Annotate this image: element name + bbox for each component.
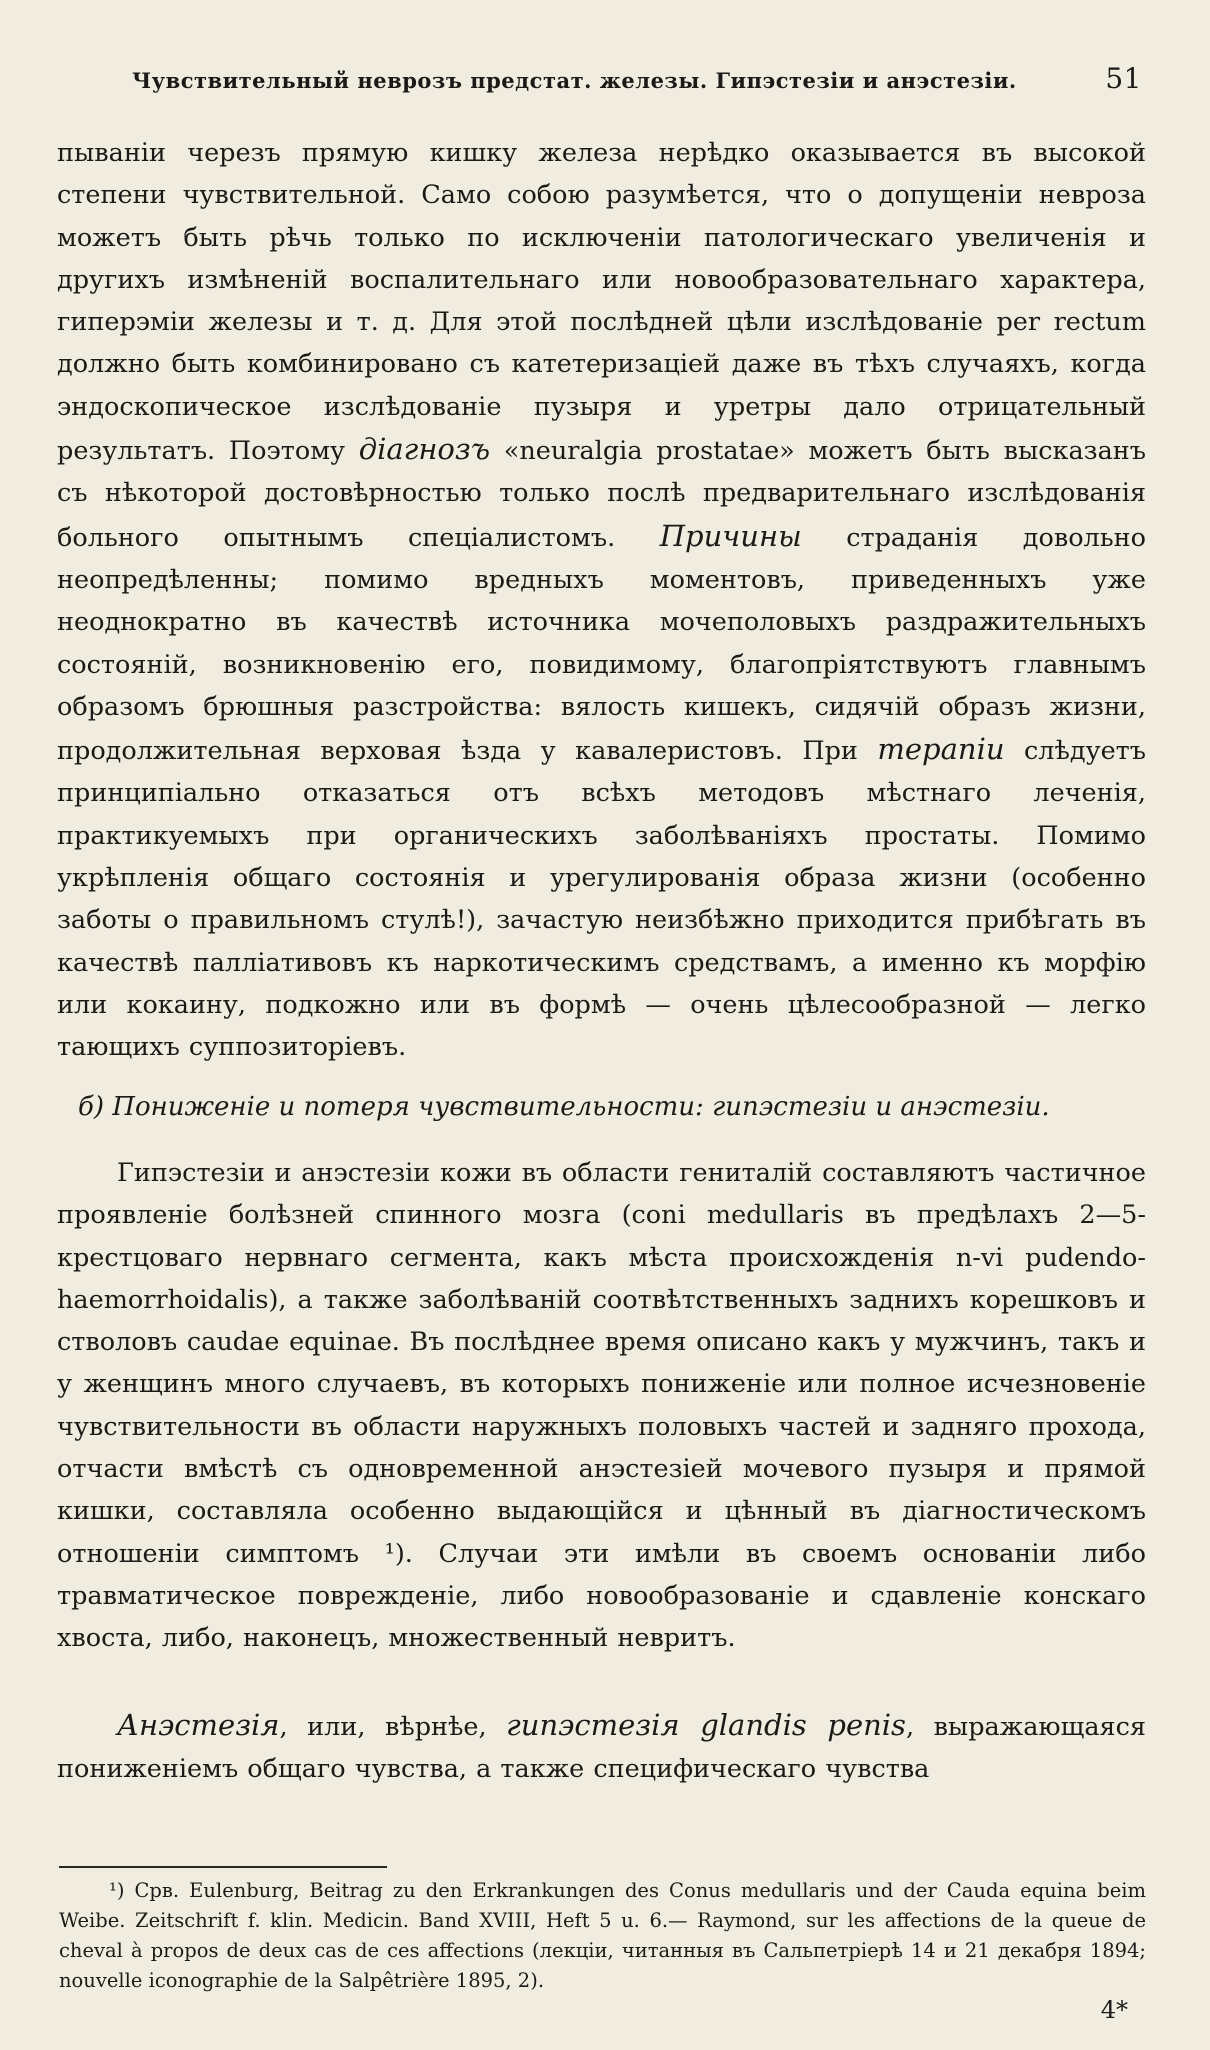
paragraph-text [57,1704,1146,1791]
emphasis-therapy: терапіи [877,732,1005,767]
paragraph-anesthesia-glandis [57,1704,1146,1791]
page-number: 51 [1105,62,1142,95]
emphasis-causes: Причины [659,518,802,553]
text-segment: слѣдуетъ принципіально отказаться отъ всѣхъ методовъ мѣстнаго леченія, практикуемыхъ при органическихъ заболѣваніяхъ простаты. Помимо укрѣпленія общаго состоянія и урегулированія образа жизни (особенно заботы о правильномъ стулѣ!), зачастую неизбѣжно приходится прибѣгать въ качествѣ палліативовъ къ наркотическимъ средствамъ, а именно къ морфію или кокаину, подкожно или въ формѣ — очень цѣлесообразной — легко тающихъ суппозиторіевъ. [57,736,1146,1063]
emphasis-hypesthesia-glandis: гипэстезія glandis penis [506,1708,906,1742]
paragraph-hypesthesia [57,1152,1146,1660]
emphasis-diagnosis: діагнозъ [358,432,491,467]
footnote-rule [59,1866,387,1868]
printer-signature-mark: 4* [1100,1996,1128,2024]
text-segment: страданія довольно неопредѣленны; помимо вредныхъ моментовъ, приведенныхъ уже неоднократно въ качествѣ источника мочеполовыхъ раздражительныхъ состояній, возникновенію его, повидимому, благопріятствуютъ главнымъ образомъ брюшныя разстройства: вялость кишекъ, сидячій образъ жизни, продолжительная верховая ѣзда у кавалеристовъ. При [57,522,1146,767]
footnote-text: ¹) Срв. Eulenburg, Beitrag zu den Erkrankungen des Conus medullaris und der Cauda equina beim Weibe. Zeitschrift f. klin. Medicin. Band XVIII, Heft 5 u. 6.— Raymond, sur les affections de la queue de cheval à propos de deux cas de ces affections (лекціи, читанныя въ Сальпетріерѣ 14 и 21 декабря 1894; nouvelle iconographie de la Salpêtrière 1895, 2). [59,1879,1146,1992]
text-segment: , или, вѣрнѣе, [279,1712,507,1742]
text-segment: , выражающаяся пониженіемъ общаго чувства, а также специфическаго чувства [57,1712,1146,1785]
section-subheading: б) Пониженіе и потеря чувствительности: гипэстезіи и анэстезіи. [78,1092,1050,1122]
text-segment: «neuralgia prostatae» можетъ быть высказанъ съ нѣкоторой достовѣрностью только послѣ предварительнаго изслѣдованія больного опытнымъ спеціалистомъ. [57,436,1146,553]
emphasis-anesthesia: Анэстезія [117,1708,280,1742]
text-segment: пываніи черезъ прямую кишку железа нерѣдко оказывается въ высокой степени чувствительной. Само собою разумѣется, что о допущеніи невроза можетъ быть рѣчь только по исключеніи патологическаго увеличенія и другихъ измѣненій воспалительнаго или новообразовательнаго характера, гиперэміи железы и т. д. Для этой послѣдней цѣли изслѣдованіе per rectum должно быть комбинировано съ катетеризаціей даже въ тѣхъ случаяхъ, когда эндоскопическое изслѣдованіе пузыря и уретры дало отрицательный результатъ. Поэтому [57,138,1146,467]
paragraph-neuralgia-prostatae [57,132,1146,1069]
paragraph-text: Гипэстезіи и анэстезіи кожи въ области гениталій составляютъ частичное проявленіе болѣзней спинного мозга (coni medullaris въ предѣлахъ 2—5-крестцоваго нервнаго сегмента, какъ мѣста происхожденія n-vi pudendo-haemorrhoidalis), а также заболѣваній соотвѣтственныхъ заднихъ корешковъ и стволовъ caudae equinae. Въ послѣднее время описано какъ у мужчинъ, такъ и у женщинъ много случаевъ, въ которыхъ пониженіе или полное исчезновеніе чувствительности въ области наружныхъ половыхъ частей и задняго прохода, отчасти вмѣстѣ съ одновременной анэстезіей мочевого пузыря и прямой кишки, составляла особенно выдающійся и цѣнный въ діагностическомъ отношеніи симптомъ ¹). Случаи эти имѣли въ своемъ основаніи либо травматическое поврежденіе, либо новообразованіе и сдавленіе конскаго хвоста, либо, наконецъ, множественный невритъ. [57,1158,1146,1654]
footnote [59,1876,1146,1996]
paragraph-text [57,132,1146,1069]
running-header [132,62,1150,102]
running-title: Чувствительный неврозъ предстат. железы. Гипэстезіи и анэстезіи. [132,68,1017,93]
